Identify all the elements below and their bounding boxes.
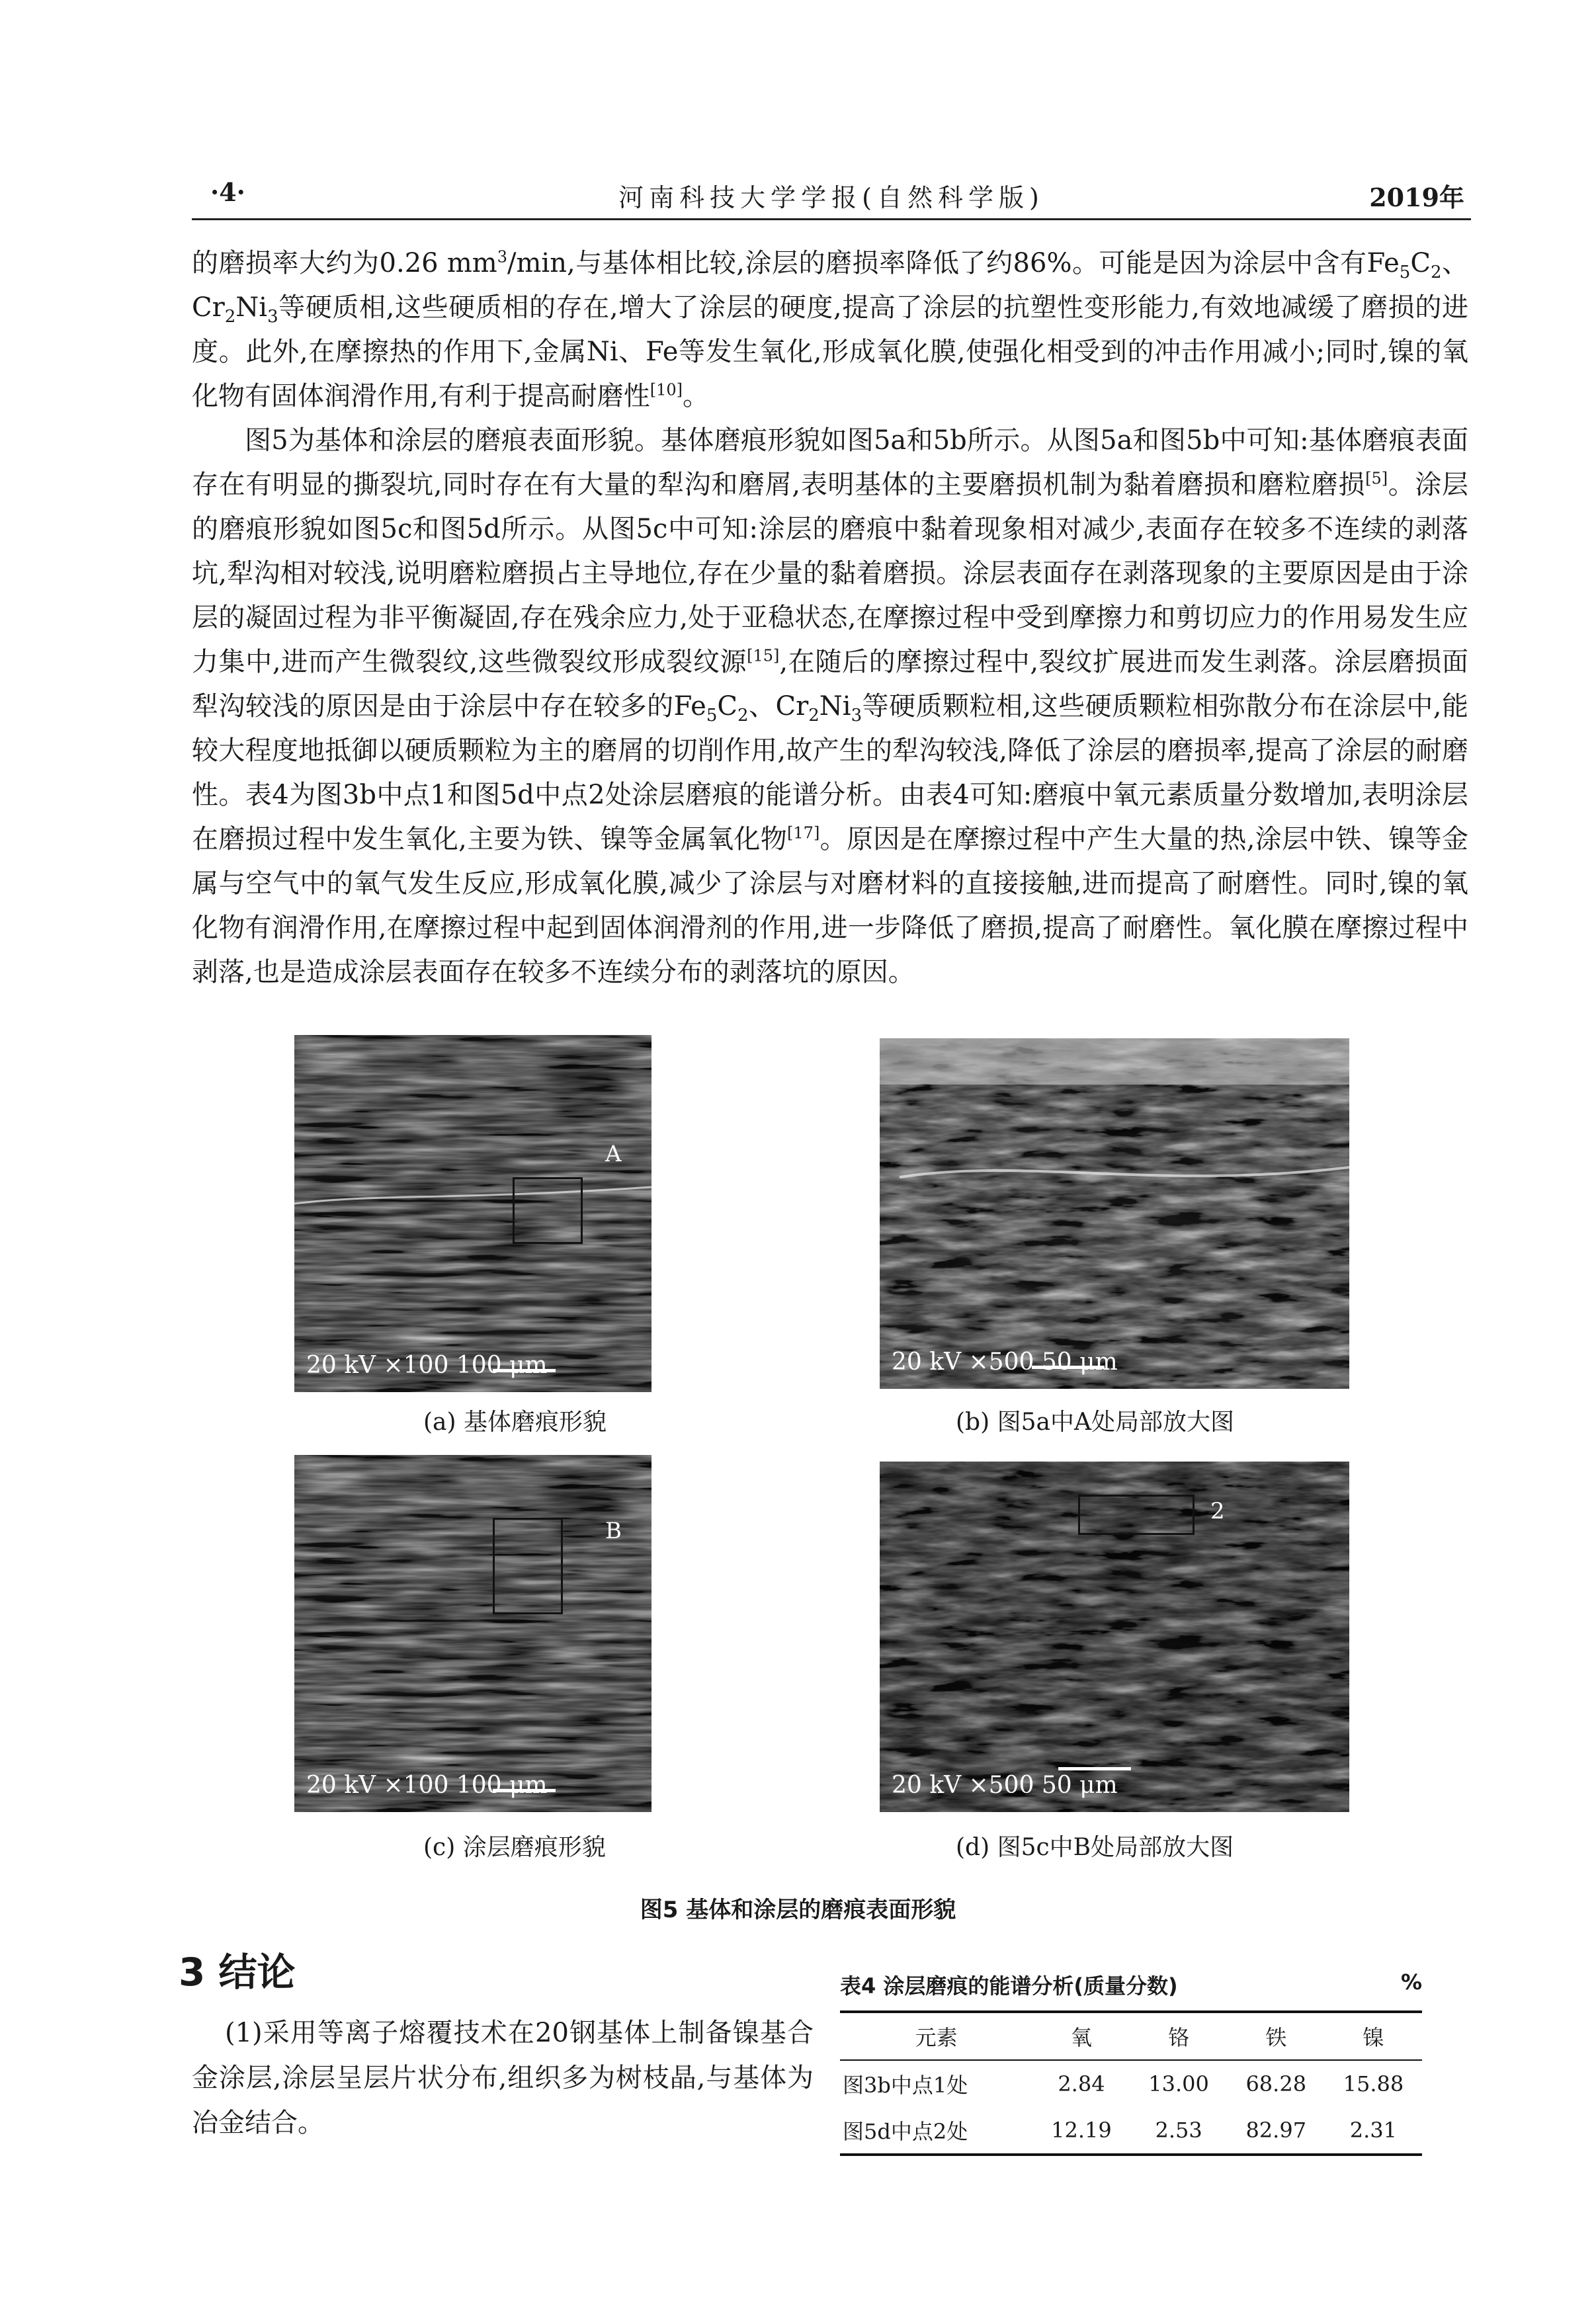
sem-info: 20 kV ×100 100 μm — [306, 1352, 548, 1379]
header-rule — [192, 218, 1471, 220]
analysis-point-box — [1078, 1495, 1195, 1535]
table-header-row — [840, 2012, 1422, 2060]
selection-box-b — [493, 1518, 563, 1614]
section-heading: 3 结论 — [179, 1950, 296, 1995]
col-iron: 铁 — [1228, 2012, 1325, 2060]
citation[interactable]: [10] — [650, 380, 683, 399]
page-header — [192, 173, 1471, 213]
figure-5b-image — [880, 1038, 1349, 1389]
page-number: ·4· — [210, 177, 245, 207]
citation[interactable]: [17] — [787, 823, 820, 843]
conclusion-text — [192, 2010, 814, 2145]
subcaption-c: (c) 涂层磨痕形貌 — [423, 1834, 606, 1861]
table-caption — [840, 1969, 1422, 2000]
journal-title: 河南科技大学学报(自然科学版) — [618, 183, 1044, 212]
conclusion-item-1: (1)采用等离子熔覆技术在20钢基体上制备镍基合金涂层,涂层呈层片状分布,组织多为树枝晶,与基体为冶金结合。 — [192, 2018, 814, 2138]
table-unit: % — [1400, 1969, 1422, 1995]
subcaption-a: (a) 基体磨痕形貌 — [423, 1409, 607, 1436]
subcaption-d: (d) 图5c中B处局部放大图 — [956, 1834, 1234, 1861]
energy-spectrum-table — [840, 2010, 1422, 2156]
figure-5c-image — [294, 1455, 651, 1812]
selection-box-a — [513, 1177, 583, 1244]
table-row: 图5d中点2处 12.19 2.53 82.97 2.31 — [840, 2107, 1422, 2155]
col-chromium: 铬 — [1130, 2012, 1228, 2060]
citation[interactable]: [15] — [747, 646, 780, 665]
table-title: 表4 涂层磨痕的能谱分析(质量分数) — [840, 1973, 1178, 1999]
article-body — [192, 241, 1468, 995]
figure-5a-image — [294, 1035, 651, 1392]
scale-bar — [1058, 1767, 1131, 1770]
col-oxygen: 氧 — [1032, 2012, 1130, 2060]
issue-year: 2019年 — [1369, 183, 1464, 212]
sem-info: 20 kV ×100 100 μm — [306, 1772, 548, 1799]
sem-info: 20 kV ×500 50 μm — [892, 1772, 1118, 1799]
region-marker-a: A — [605, 1141, 622, 1167]
col-nickel: 镍 — [1325, 2012, 1422, 2060]
subcaption-b: (b) 图5a中A处局部放大图 — [956, 1409, 1234, 1436]
point-marker-2: 2 — [1210, 1498, 1225, 1524]
figure-5d-image — [880, 1462, 1349, 1812]
paragraph-1: 的磨损率大约为0.26 $mm^3/\min$,与基体相比较,涂层的磨损率降低了约86%。可能是因为涂层中含有$Fe_5C_2$、$Cr_2Ni_3$等硬质相,这些硬质相的存在,增大了涂层的硬度,提高了涂层的抗塑性变形能力,有效地减缓了磨损的进度。此外,在摩擦热的作用下,金属Ni、Fe等发生氧化,形成氧化膜,使强化相受到的冲击作用减小;同时,镍的氧化物有固体润滑作用,有利于提高耐磨性[10]。 — [192, 247, 1469, 411]
table-row: 图3b中点1处 2.84 13.00 68.28 15.88 — [843, 2071, 1404, 2098]
sem-info: 20 kV ×500 50 μm — [892, 1348, 1118, 1376]
figure-caption: 图5 基体和涂层的磨痕表面形貌 — [640, 1897, 956, 1923]
col-element: 元素 — [840, 2012, 1032, 2060]
paragraph-2: 图5为基体和涂层的磨痕表面形貌。基体磨痕形貌如图5a和5b所示。从图5a和图5b中可知:基体磨痕表面存在有明显的撕裂坑,同时存在有大量的犁沟和磨屑,表明基体的主要磨损机制为黏着磨损和磨粒磨损[5]。涂层的磨痕形貌如图5c和图5d所示。从图5c中可知:涂层的磨痕中黏着现象相对减少,表面存在较多不连续的剥落坑,犁沟相对较浅,说明磨粒磨损占主导地位,存在少量的黏着磨损。涂层表面存在剥落现象的主要原因是由于涂层的凝固过程为非平衡凝固,存在残余应力,处于亚稳状态,在摩擦过程中受到摩擦力和剪切应力的作用易发生应力集中,进而产生微裂纹,这些微裂纹形成裂纹源[15],在随后的摩擦过程中,裂纹扩展进而发生剥落。涂层磨损面犁沟较浅的原因是由于涂层中存在较多的$Fe_5C_2$、$Cr_2Ni_3$等硬质颗粒相,这些硬质颗粒相弥散分布在涂层中,能较大程度地抵御以硬质颗粒为主的磨屑的切削作用,故产生的犁沟较浅,降低了涂层的磨损率,提高了涂层的耐磨性。表4为图3b中点1和图5d中点2处涂层磨痕的能谱分析。由表4可知:磨痕中氧元素质量分数增加,表明涂层在磨损过程中发生氧化,主要为铁、镍等金属氧化物[17]。原因是在摩擦过程中产生大量的热,涂层中铁、镍等金属与空气中的氧气发生反应,形成氧化膜,减少了涂层与对磨材料的直接接触,进而提高了耐磨性。同时,镍的氧化物有润滑作用,在摩擦过程中起到固体润滑剂的作用,进一步降低了磨损,提高了耐磨性。氧化膜在摩擦过程中剥落,也是造成涂层表面存在较多不连续分布的剥落坑的原因。 — [192, 425, 1469, 987]
citation[interactable]: [5] — [1365, 469, 1388, 488]
region-marker-b: B — [605, 1518, 622, 1544]
